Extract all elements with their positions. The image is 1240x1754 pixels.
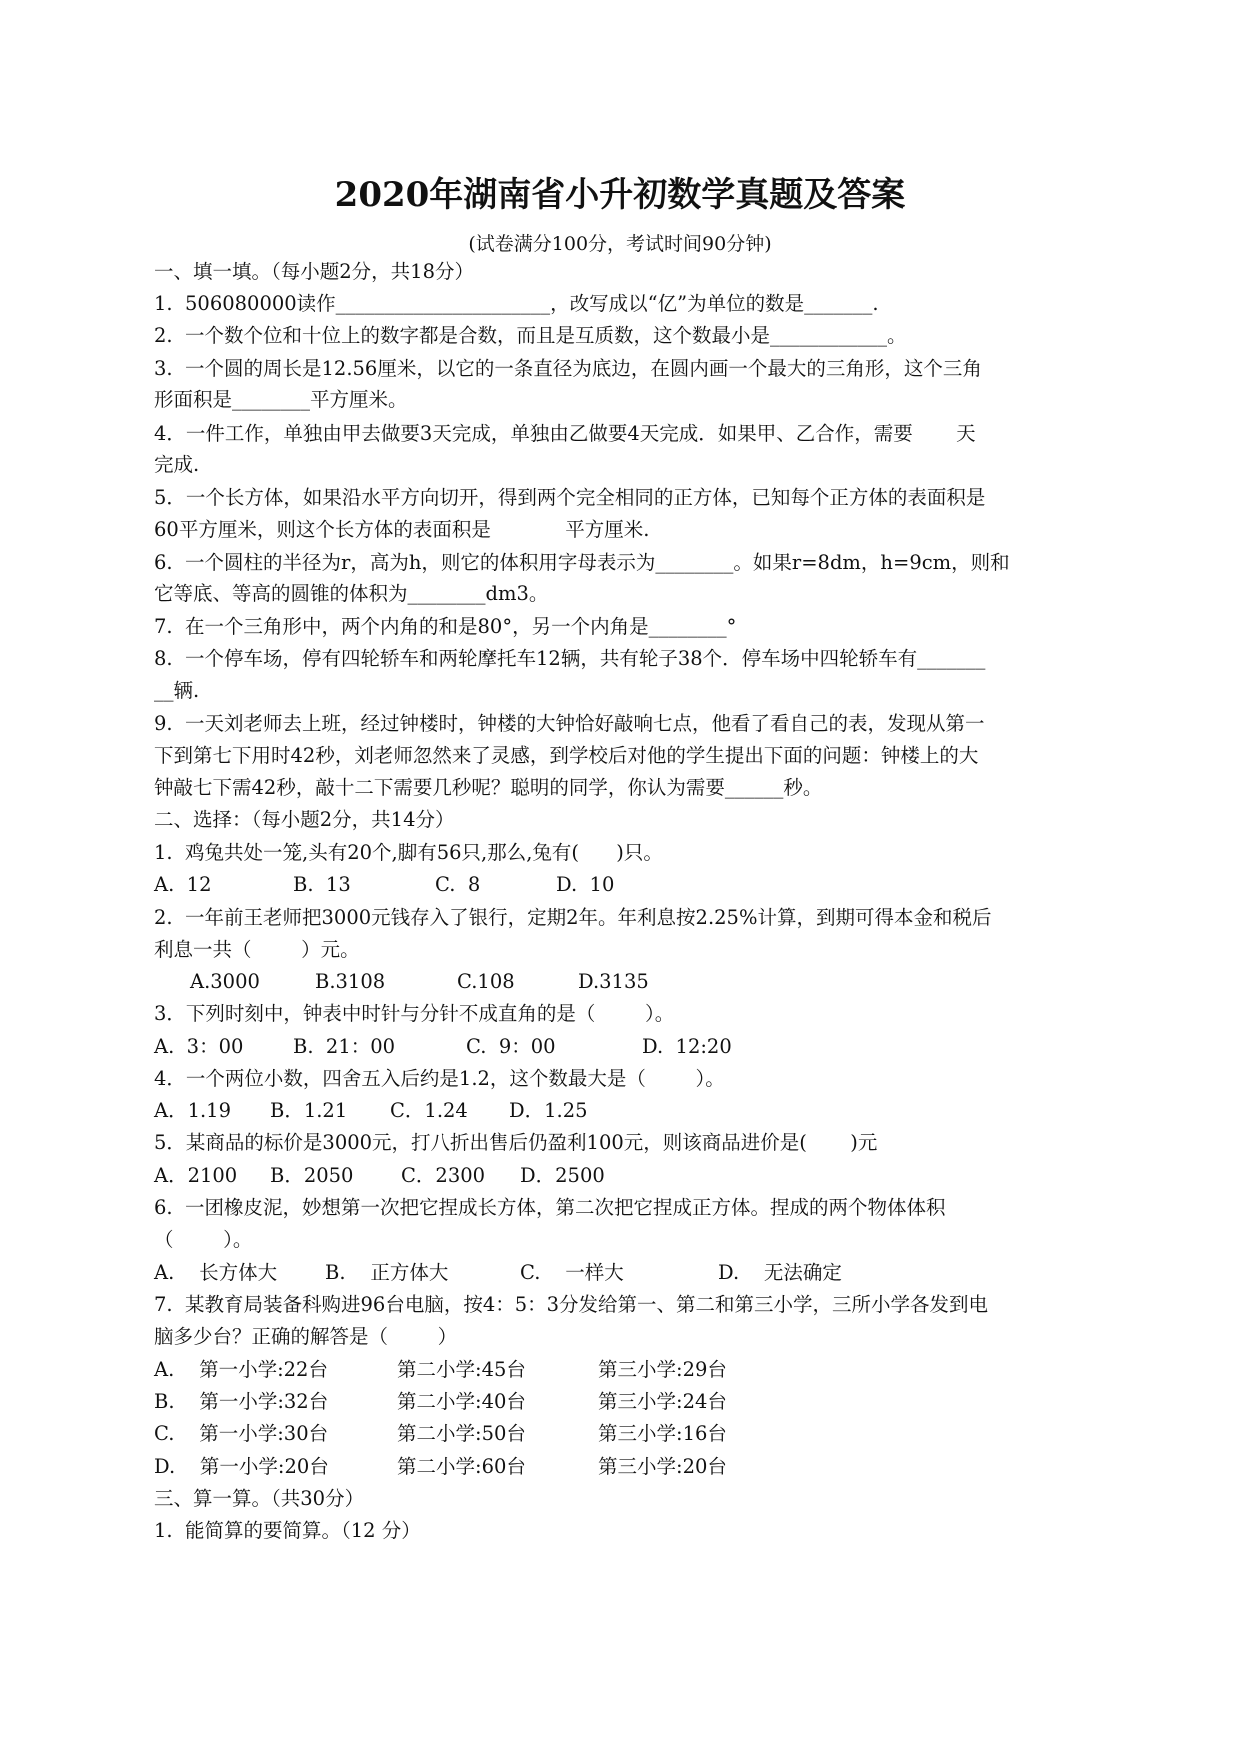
option: 第二小学:50台 — [397, 1422, 526, 1445]
option: D. 无法确定 — [718, 1261, 842, 1284]
option: B．2050 — [270, 1164, 354, 1187]
question-line: 9. 一天刘老师去上班，经过钟楼时，钟楼的大钟恰好敲响七点，他看了看自己的表，发现从第一 — [154, 712, 985, 735]
question-line: 形面积是________平方厘米。 — [154, 388, 408, 411]
question-line: 完成. — [154, 453, 200, 476]
option: 第三小学:24台 — [598, 1390, 727, 1413]
option: B．1.21 — [270, 1099, 348, 1122]
question-line: 6. 一团橡皮泥，妙想第一次把它捏成长方体，第二次把它捏成正方体。捏成的两个物体体积 — [154, 1196, 946, 1219]
option: D.3135 — [578, 970, 649, 993]
question-line: 60平方厘米，则这个长方体的表面积是 平方厘米. — [154, 518, 650, 541]
option: A. 3：00 — [154, 1035, 244, 1058]
option: A．1.19 — [154, 1099, 232, 1122]
exam-title: 2020年湖南省小升初数学真题及答案 — [334, 175, 906, 215]
option: B.3108 — [315, 970, 386, 993]
exam-subtitle: (试卷满分100分，考试时间90分钟) — [468, 233, 772, 255]
option: 第三小学:29台 — [598, 1358, 727, 1381]
question-line: 8. 一个停车场，停有四轮轿车和两轮摩托车12辆，共有轮子38个．停车场中四轮轿车有_______ — [154, 647, 986, 670]
option: C．1.24 — [390, 1099, 468, 1122]
option: C．2300 — [401, 1164, 486, 1187]
question-line: 脑多少台？正确的解答是（ ） — [154, 1325, 458, 1348]
option: D. 第一小学:20台 — [154, 1455, 329, 1478]
option: C. 9：00 — [466, 1035, 556, 1058]
question-line: 4．一件工作，单独由甲去做要3天完成，单独由乙做要4天完成．如果甲、乙合作，需要 天 — [154, 422, 976, 445]
option: D．2500 — [520, 1164, 605, 1187]
option: D．1.25 — [509, 1099, 588, 1122]
section-heading-calc: 三、算一算。（共30分） — [154, 1487, 365, 1510]
option: A．2100 — [154, 1164, 238, 1187]
option: 第三小学:16台 — [598, 1422, 727, 1445]
option: D. 10 — [556, 873, 615, 896]
option: A. 长方体大 — [154, 1261, 278, 1284]
question-line: 它等底、等高的圆锥的体积为________dm3。 — [154, 582, 549, 605]
option: C.108 — [457, 970, 515, 993]
question-line: 2. 一年前王老师把3000元钱存入了银行，定期2年。年利息按2.25%计算，到期可得本金和税后 — [154, 906, 992, 929]
question-line: 3．下列时刻中，钟表中时针与分针不成直角的是（ ）。 — [154, 1002, 675, 1025]
question-line: 7. 某教育局装备科购进96台电脑，按4：5：3分发给第一、第二和第三小学，三所小学各发到电 — [154, 1293, 989, 1316]
question-line: 3. 一个圆的周长是12.56厘米，以它的一条直径为底边，在圆内画一个最大的三角形，这个三角 — [154, 357, 982, 380]
option: B. 13 — [293, 873, 351, 896]
question-line: 1. 鸡兔共处一笼,头有20个,脚有56只,那么,兔有( )只。 — [154, 841, 663, 864]
question-line: 5．一个长方体，如果沿水平方向切开，得到两个完全相同的正方体，已知每个正方体的表面积是 — [154, 486, 986, 509]
question-line: （ ）。 — [154, 1228, 253, 1251]
option: B. 正方体大 — [325, 1261, 449, 1284]
option: B. 第一小学:32台 — [154, 1390, 329, 1413]
question-line: 利息一共（ ）元。 — [154, 938, 360, 961]
option: C. 一样大 — [520, 1261, 624, 1284]
option: A. 第一小学:22台 — [154, 1358, 328, 1381]
option: B. 21：00 — [293, 1035, 396, 1058]
section-heading-choice: 二、选择：（每小题2分，共14分） — [154, 808, 455, 831]
option: C. 8 — [435, 873, 481, 896]
question-line: 2. 一个数个位和十位上的数字都是合数，而且是互质数，这个数最小是____________。 — [154, 324, 907, 347]
option: A. 12 — [154, 873, 212, 896]
question-line: 7. 在一个三角形中，两个内角的和是80°，另一个内角是________° — [154, 615, 737, 638]
question-line: __辆. — [154, 679, 200, 702]
question-line: 1. 506080000读作______________________，改写成以“亿”为单位的数是_______. — [154, 292, 879, 315]
section-heading-fill: 一、填一填。（每小题2分，共18分） — [154, 260, 474, 283]
option: D. 12:20 — [642, 1035, 732, 1058]
question-line: 5．某商品的标价是3000元，打八折出售后仍盈利100元，则该商品进价是( )元 — [154, 1131, 878, 1154]
question-line: 1. 能简算的要简算。（12 分） — [154, 1519, 421, 1542]
question-line: 钟敲七下需42秒，敲十二下需要几秒呢？聪明的同学，你认为需要______秒。 — [154, 776, 823, 799]
option: C. 第一小学:30台 — [154, 1422, 329, 1445]
option: 第三小学:20台 — [598, 1455, 727, 1478]
option: 第二小学:45台 — [397, 1358, 526, 1381]
question-line: 下到第七下用时42秒，刘老师忽然来了灵感，到学校后对他的学生提出下面的问题：钟楼上的大 — [154, 744, 979, 767]
option: A.3000 — [190, 970, 260, 993]
option: 第二小学:40台 — [397, 1390, 526, 1413]
option: 第二小学:60台 — [397, 1455, 526, 1478]
question-line: 4．一个两位小数，四舍五入后约是1.2，这个数最大是（ ）。 — [154, 1067, 725, 1090]
question-line: 6. 一个圆柱的半径为r，高为h，则它的体积用字母表示为________。如果r=8dm，h=9cm，则和 — [154, 551, 1010, 574]
